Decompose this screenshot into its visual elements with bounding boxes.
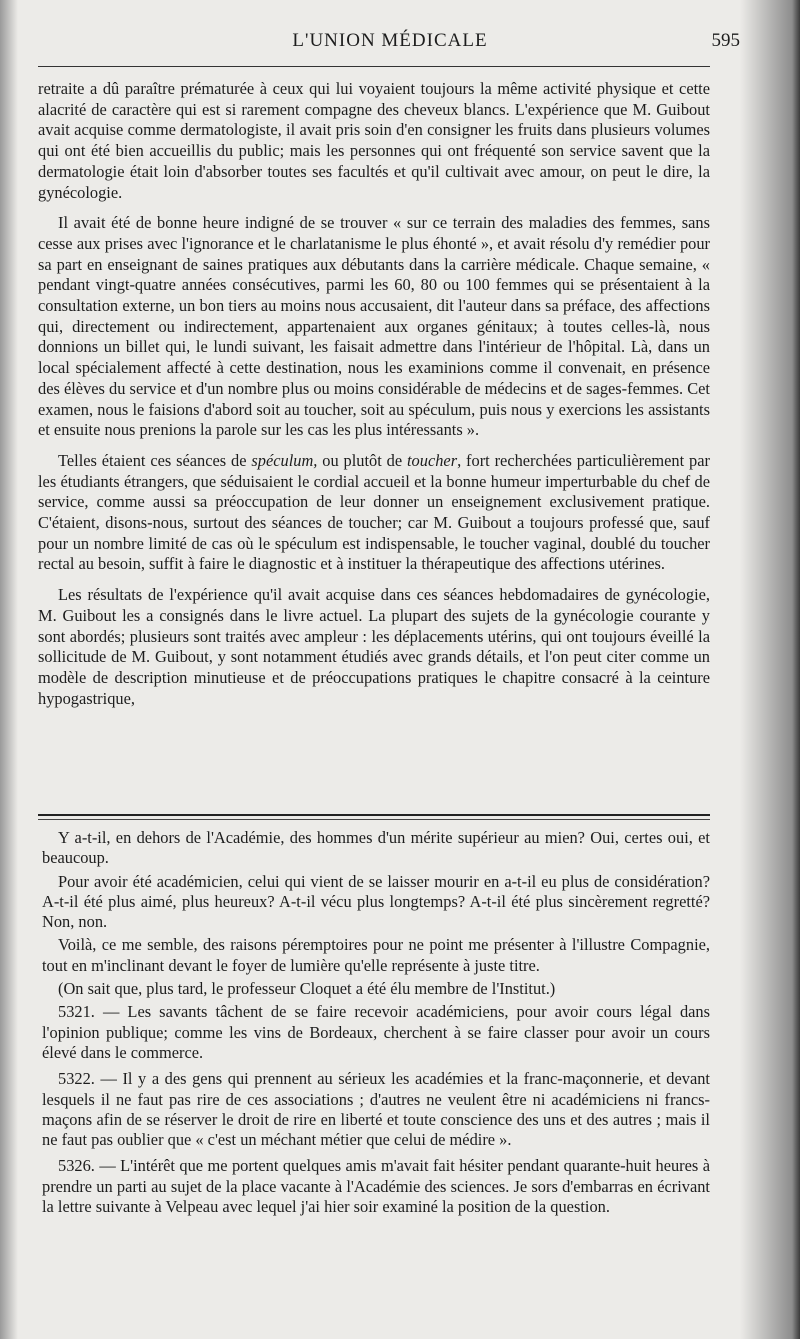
paragraph-3-text-c: , fort recherchées particulièrement par les étudiants étrangers, que séduisaient le cordial accueil et la bonne humeur imperturbable du chef de service, comme aussi sa préoccupation de leur donner un enseignement exclusivement pratique. C'étaient, disons-nous, surtout des séances de toucher; car M. Guibout a toujours professé que, sauf pour un nombre limité de cas où le spéculum est indispensable, le toucher vaginal, doublé du toucher rectal au besoin, suffit à faire le diagnostic et à instituer la thérapeutique des affections utérines. [38, 450, 710, 574]
page-number: 595 [711, 30, 740, 51]
header-rule [38, 66, 710, 67]
page-edge-shadow [740, 0, 800, 1339]
note-5326: 5326. — L'intérêt que me portent quelques amis m'avait fait hésiter pendant quarante-huit heures à prendre un parti au sujet de la place vacante à l'Académie des sciences. Je sors d'embarras en écrivant la lettre suivante à Velpeau avec lequel j'ai hier soir examiné la position de la question. [42, 1156, 710, 1217]
note-paragraph-3: Voilà, ce me semble, des raisons péremptoires pour ne point me présenter à l'illustre Compagnie, tout en m'inclinant devant le foyer de lumière qu'elle représente à juste titre. [42, 935, 710, 975]
paragraph-1: retraite a dû paraître prématurée à ceux qui lui voyaient toujours la même activité physique et cette alacrité de caractère qui est si rarement compagne des cheveux blancs. L'expérience que M. Guibout avait acquise comme dermatologiste, il avait pris soin d'en consigner les fruits dans plusieurs volumes qui ont été bien accueillis du public; mais les personnes qui ont fréquenté son service savent que la dermatologie était loin d'absorber toutes ses facultés et qu'il cultivait avec amour, on peut le dire, la gynécologie. [38, 79, 710, 202]
page-header [40, 30, 740, 56]
paragraph-4: Les résultats de l'expérience qu'il avait acquise dans ces séances hebdomadaires de gynécologie, M. Guibout les a consignés dans le livre actuel. La plupart des sujets de la gynécologie courante y sont abordés; plusieurs sont traités avec ampleur : les déplacements utérins, qui ont toujours éveillé la sollicitude de M. Guibout, y sont notamment étudiés avec grands détails, et l'on peut citer comme un modèle de description minutieuse et de préoccupations pratiques le chapitre consacré à la ceinture hypogastrique, [38, 585, 710, 708]
paragraph-3 [38, 451, 710, 575]
note-paragraph-2: Pour avoir été académicien, celui qui vient de se laisser mourir en a-t-il eu plus de considération? A-t-il été plus aimé, plus heureux? A-t-il vécu plus longtemps? A-t-il été plus sincèrement regretté? Non, non. [42, 871, 710, 932]
note-5322: 5322. — Il y a des gens qui prennent au sérieux les académies et la franc-maçonnerie, et devant lesquels il ne faut pas rire de ces associations ; d'autres ne veulent être ni académiciens ni francs-maçons afin de se réserver le droit de rire en liberté et toute conscience des uns et des autres ; mais il ne faut pas oublier que « c'est un méchant métier que celui de médire ». [42, 1069, 710, 1150]
paragraph-3-italic-speculum: spéculum, [251, 450, 318, 470]
note-paragraph-4: (On sait que, plus tard, le professeur Cloquet a été élu membre de l'Institut.) [58, 979, 556, 999]
section-separator [38, 814, 710, 820]
page-gutter-shadow [0, 0, 18, 1339]
running-title: L'UNION MÉDICALE [292, 30, 488, 51]
paragraph-3-text-a: Telles étaient ces séances de [58, 450, 252, 470]
note-5321: 5321. — Les savants tâchent de se faire recevoir académiciens, pour avoir cours légal dans l'opinion publique; comme les vins de Bordeaux, cherchent à se faire classer pour avoir un cours élevé dans le commerce. [42, 1002, 710, 1062]
article-body [38, 79, 710, 709]
paragraph-2: Il avait été de bonne heure indigné de se trouver « sur ce terrain des maladies des femmes, sans cesse aux prises avec l'ignorance et le charlatanisme le plus éhonté », et avait résolu d'y remédier pour sa part en enseignant de saines pratiques aux débutants dans la carrière médicale. Chaque semaine, « pendant vingt-quatre années consécutives, parmi les 60, 80 ou 100 femmes qui se présentaient à la consultation externe, un bon tiers au moins nous accusaient, dit l'auteur dans sa préface, des affections qui, directement ou indirectement, appartenaient aux organes génitaux; à toutes celles-là, nous donnions un billet qui, le lundi suivant, les faisait admettre dans l'intérieur de l'hôpital. Là, dans un local spécialement affecté à cette destination, nous les examinions comme il convenait, en présence des élèves du service et d'un nombre plus ou moins considérable de médecins et de sages-femmes. Cet examen, nous le faisions d'abord soit au toucher, soit au spéculum, puis nous y exercions les assistants et ensuite nous prenions la parole sur les cas les plus intéressants ». [38, 213, 710, 440]
paragraph-3-italic-toucher: toucher [407, 450, 458, 470]
note-paragraph-1: Y a-t-il, en dehors de l'Académie, des hommes d'un mérite supérieur au mien? Oui, certes oui, et beaucoup. [42, 828, 710, 868]
paragraph-3-text-b: ou plutôt de [317, 450, 407, 470]
feuilleton-notes [42, 828, 710, 1217]
